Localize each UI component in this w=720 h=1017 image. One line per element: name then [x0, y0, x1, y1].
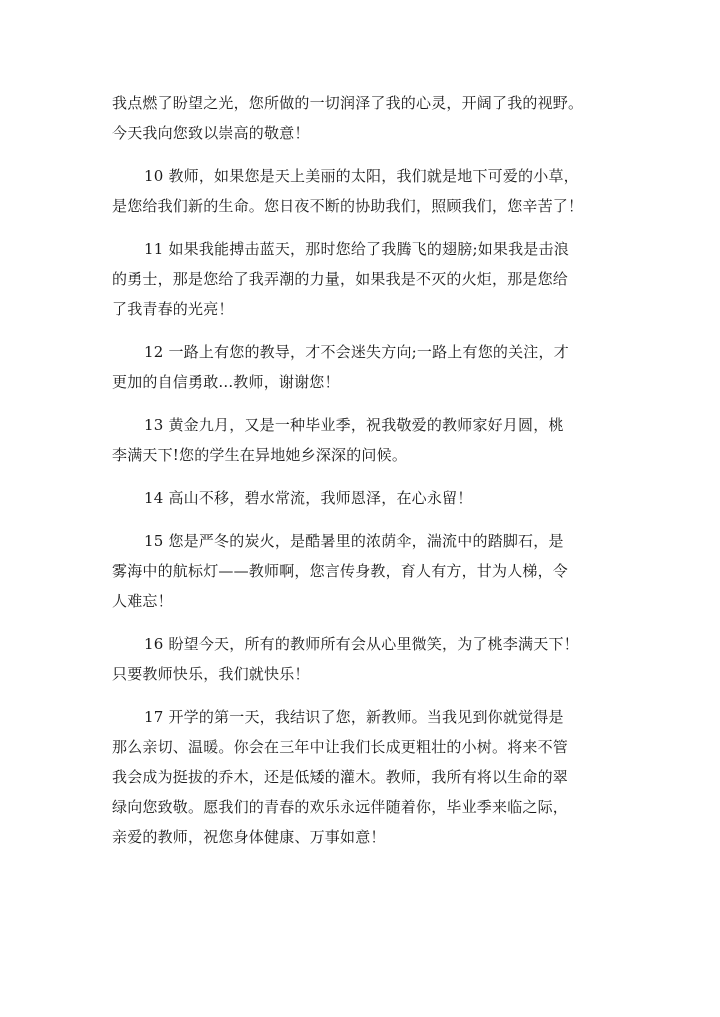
paragraph — [112, 161, 610, 221]
text-line: 那么亲切、温暖。你会在三年中让我们长成更粗壮的小树。将来不管 — [112, 738, 569, 756]
text-line: 的勇士，那是您给了我弄潮的力量，如果我是不灭的火炬，那是您给 — [112, 270, 569, 288]
text-line: 我会成为挺拔的乔木，还是低矮的灌木。教师，我所有将以生命的翠 — [112, 768, 569, 786]
paragraph — [112, 234, 610, 324]
text-line: 11 如果我能搏击蓝天，那时您给了我腾飞的翅膀;如果我是击浪 — [144, 240, 569, 258]
text-line: 今天我向您致以崇高的敬意！ — [112, 124, 310, 142]
text-line: 绿向您致敬。愿我们的青春的欢乐永远伴随着你，毕业季来临之际， — [112, 798, 569, 816]
text-line: 16 盼望今天，所有的教师所有会从心里微笑，为了桃李满天下！ — [144, 635, 579, 653]
text-line: 17 开学的第一天，我结识了您，新教师。当我见到你就觉得是 — [144, 708, 564, 726]
text-line: 13 黄金九月，又是一种毕业季，祝我敬爱的教师家好月圆，桃 — [144, 416, 564, 434]
paragraph — [112, 410, 610, 470]
text-line: 李满天下!您的学生在异地她乡深深的问候。 — [112, 446, 408, 464]
text-line: 只要教师快乐，我们就快乐！ — [112, 665, 310, 683]
text-line: 雾海中的航标灯——教师啊，您言传身教，育人有方，甘为人梯，令 — [112, 562, 569, 580]
paragraph — [112, 629, 610, 689]
text-line: 我点燃了盼望之光，您所做的一切润泽了我的心灵，开阔了我的视野。 — [112, 94, 584, 112]
paragraph — [112, 526, 610, 616]
paragraph — [112, 88, 610, 148]
paragraph — [112, 337, 610, 397]
text-line: 14 高山不移，碧水常流，我师恩泽，在心永留！ — [144, 489, 473, 507]
paragraph — [112, 702, 610, 852]
paragraph — [112, 483, 610, 513]
text-line: 10 教师，如果您是天上美丽的太阳，我们就是地下可爱的小草， — [144, 167, 579, 185]
text-line: 人难忘！ — [112, 592, 173, 610]
text-line: 更加的自信勇敢...教师，谢谢您！ — [112, 373, 340, 391]
text-line: 亲爱的教师，祝您身体健康、万事如意！ — [112, 828, 386, 846]
text-line: 是您给我们新的生命。您日夜不断的协助我们，照顾我们，您辛苦了！ — [112, 197, 584, 215]
text-line: 15 您是严冬的炭火，是酷暑里的浓荫伞，湍流中的踏脚石，是 — [144, 532, 564, 550]
document-page — [112, 88, 610, 865]
text-line: 12 一路上有您的教导，才不会迷失方向;一路上有您的关注，才 — [144, 343, 569, 361]
text-line: 了我青春的光亮！ — [112, 300, 234, 318]
